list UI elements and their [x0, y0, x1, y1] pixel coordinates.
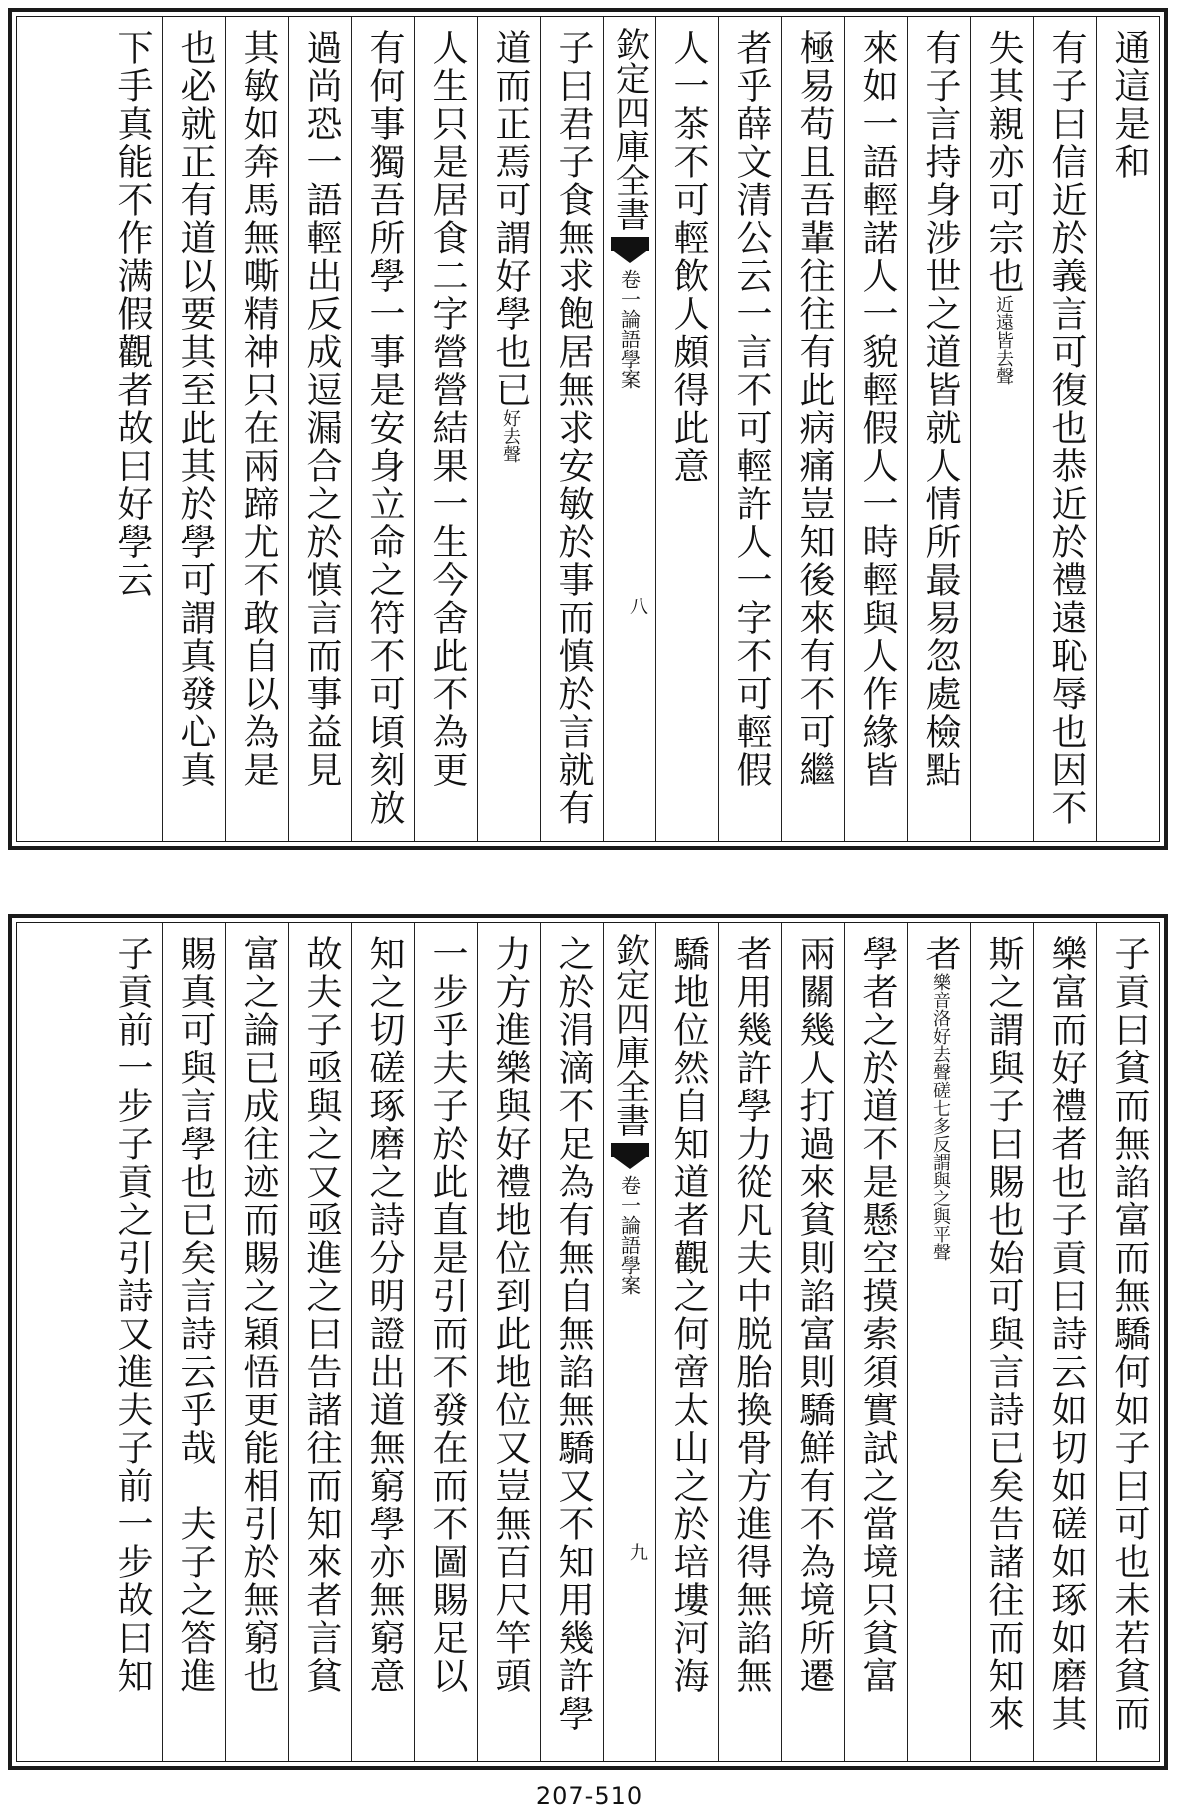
text-column: 人生只是居食二字營營結果一生今舍此不為更 — [414, 17, 477, 841]
center-spine — [603, 17, 655, 841]
text-column: 過尚恐一語輕出反成逗漏合之於慎言而事益見 — [288, 17, 351, 841]
page-number: 207-510 — [535, 1782, 644, 1810]
bottom-page-frame — [16, 922, 1160, 1762]
text-column: 者乎薛文清公云一言不可輕許人一字不可輕假 — [718, 17, 781, 841]
text-column: 驕地位然自知道者觀之何啻太山之於培塿河海 — [655, 923, 718, 1761]
folio-number: 八 — [627, 597, 648, 615]
text-column: 道而正焉可謂好學也已好去聲 — [477, 17, 540, 841]
annotation-note: 近遠皆去聲 — [993, 295, 1014, 385]
text-column: 者樂音洛好去聲磋七多反謂與之與平聲 — [907, 923, 970, 1761]
text-column: 有子言持身涉世之道皆就人情所最易忽處檢點 — [907, 17, 970, 841]
text-column: 兩關幾人打過來貧則諂富則驕鮮有不為境所遷 — [781, 923, 844, 1761]
text-column: 故夫子亟與之又亟進之曰告諸往而知來者言貧 — [288, 923, 351, 1761]
text-column: 知之切磋琢磨之詩分明證出道無窮學亦無窮意 — [351, 923, 414, 1761]
text-column: 有子曰信近於義言可復也恭近於禮遠恥辱也因不 — [1033, 17, 1096, 841]
text-column: 來如一語輕諾人一貌輕假人一時輕與人作緣皆 — [844, 17, 907, 841]
book-title: 欽定四庫全書 — [609, 933, 650, 1137]
book-title: 欽定四庫全書 — [609, 27, 650, 231]
text-column: 子貢前一步子貢之引詩又進夫子前一步故曰知 — [112, 935, 153, 1695]
annotation-note: 樂音洛好去聲磋七多反謂與之與平聲 — [930, 973, 951, 1261]
folio-number: 九 — [627, 1543, 648, 1561]
text-column: 力方進樂與好禮地位到此地位又豈無百尺竿頭 — [477, 923, 540, 1761]
top-page-frame — [16, 16, 1160, 842]
annotation-note: 好去聲 — [500, 409, 521, 463]
text-column: 斯之謂與子曰賜也始可與言詩已矣告諸往而知來 — [970, 923, 1033, 1761]
text-column: 賜真可與言學也已矣言詩云乎哉 夫子之答進 — [162, 923, 225, 1761]
text-column: 通這是和 — [1096, 17, 1159, 841]
text-column: 人一茶不可輕飲人頗得此意 — [655, 17, 718, 841]
text-column: 也必就正有道以要其至此其於學可謂真發心真 — [162, 17, 225, 841]
text-column: 樂富而好禮者也子貢曰詩云如切如磋如琢如磨其 — [1033, 923, 1096, 1761]
text-column: 富之論已成往迹而賜之穎悟更能相引於無窮也 — [225, 923, 288, 1761]
volume-label: 論語學案 卷一 — [617, 1175, 642, 1295]
center-spine — [603, 923, 655, 1761]
top-page — [8, 8, 1168, 850]
bottom-page — [8, 914, 1168, 1770]
text-column: 極易苟且吾輩往往有此病痛豈知後來有不可繼 — [781, 17, 844, 841]
fishtail-ornament — [611, 237, 649, 265]
text-column: 之於涓滴不足為有無自無諂無驕又不知用幾許學 — [540, 923, 603, 1761]
text-column: 一步乎夫子於此直是引而不發在而不圖賜足以 — [414, 923, 477, 1761]
volume-label: 論語學案 卷一 — [617, 269, 642, 389]
text-column: 其敏如奔馬無嘶精神只在兩蹄尤不敢自以為是 — [225, 17, 288, 841]
text-column: 子貢曰貧而無諂富而無驕何如子曰可也未若貧而 — [1096, 923, 1159, 1761]
text-column: 失其親亦可宗也近遠皆去聲 — [970, 17, 1033, 841]
text-column: 子曰君子食無求飽居無求安敏於事而慎於言就有 — [540, 17, 603, 841]
text-column: 者用幾許學力從凡夫中脱胎換骨方進得無諂無 — [718, 923, 781, 1761]
text-column: 有何事獨吾所學一事是安身立命之符不可頃刻放 — [351, 17, 414, 841]
fishtail-ornament — [611, 1143, 649, 1171]
text-column: 下手真能不作满假觀者故曰好學云 — [112, 29, 153, 599]
text-column: 學者之於道不是懸空摸索須實試之當境只貧富 — [844, 923, 907, 1761]
